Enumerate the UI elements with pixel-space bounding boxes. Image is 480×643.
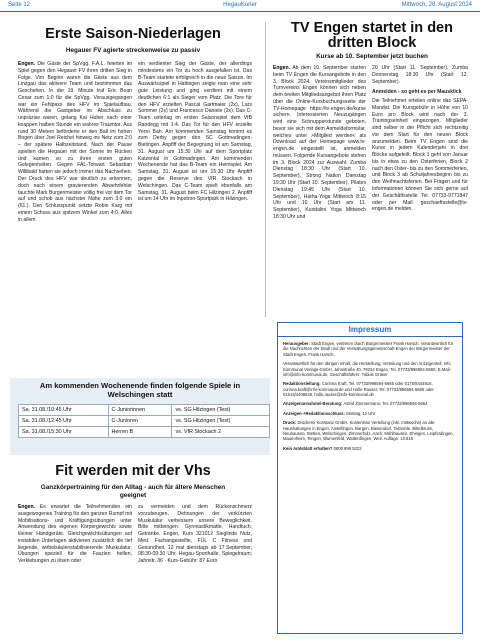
table-row [19, 427, 270, 438]
impressum-label: Anzeigenannahme/-Beratung: [283, 401, 344, 407]
table-cell: Sa. 31.08./10:45 Uhr [19, 405, 109, 416]
article3-title: Fit werden mit der Vhs [55, 463, 211, 479]
table-cell: C-Junioren [108, 416, 172, 427]
column-divider [265, 22, 266, 317]
impressum-text: Corinna Kraft, Tel. 07733/996594-5665 oder 0175/8444816, corinna.kraft@info-kommunal.de und Holle Rauser, Tel. 07733/996594-5665 oder 01515/4408626, holle.rauser@info-kommunal.de [283, 381, 434, 397]
table-cell: C-Juniorinnen [108, 405, 172, 416]
impressum-label: Anzeigen-+Redaktionsschluss: [283, 410, 347, 416]
article2-subtitle: Kurse ab 10. September jetzt buchen [316, 53, 428, 60]
article3-column-1: Engen. Es erwartet die Teilnehmenden ein ausgewogenes Training für den ganzen Rumpf mit Mobilisations- und Kräftigungsübungen unter Anwendung des eigenen Körpergewichts sowie kleiner Handgeräte. Gleichgewichtsübungen auf instabilen Unterlagen aktivieren zusätzlich die tief liegende, wirbelsäulenstabilisierende Muskulatur. Übungen speziell für die Faszien helfen, Verklebungen zu lösen oder [18, 504, 132, 565]
article2-crosshead: Anmelden - so geht es per Mausklick [372, 89, 462, 96]
table-row [19, 405, 270, 416]
impressum-block [283, 411, 457, 416]
article1-subtitle: Hegauer FV agierte streckenweise zu passiv [65, 47, 201, 54]
impressum-block [283, 361, 457, 377]
impressum-block [283, 420, 457, 442]
impressum-text: Astrid Zimmermann, Tel. 07733/996594-5664 [343, 401, 428, 407]
table-row [19, 416, 270, 427]
impressum-title: Impressum [278, 323, 462, 337]
article1-column-1: Engen. Die Gäste der SpVgg. F.A.L. feierten im Spiel gegen den Hegauer FV ihren dritten Sieg in Folge. Von Beginn waren die Gäste aus dem Linzgau das aktivere Team und bestimmten das Geschehen. In der 19. Minute traf Eric Boan Cesar zum 1:0 für die SpVgg. Vorausgegangen war ein Fehlpass des HFV im Spielaufbau. Während die Gastgeber im Abschluss zu unpräzise waren, gelang Kai Huber nach einer knappen halben Stunde ein wahres Traumtor. Aus rund 30 Metern beförderte er den Ball im hohen Bogen über Joel Reichel hinweg ins Netz zum 2:0 – der spätere Halbzeitstand. Nach der Pause spielten die Hegauer mit der Sonne im Rücken und kamen so zu ihren ersten guten Gelegenheiten. Gegen FAL-Torwart Sebastian Willibald hatten sie jedoch immer das Nachsehen. Der Druck des HFV war deutlich zu erkennen, doch nach einem gravierenden Abwehrfehler tauchte Mark Burgenmeister völlig frei vor dem Tor auf und schob aus nächster Nähe zum 3:0 ein (61.). Den Schlusspunkt setzte Robin Karg mit einem Schuss aus spitzem Winkel zum 4:0. Alles in allem [18, 61, 132, 223]
article1-column-2: ein verdienter Sieg der Gäste, der allerdings mindestens ein Tor zu hoch ausgefallen ist. Das B-Team startete erfolgreich in die neue Saison. Im Auswärtsspiel in Hattingen zeigte man eine sehr gute Leistung und ging verdient mit einem deutlichen 6:1 als Sieger vom Platz. Die Tore für den HFV erzielten Pascal Gartmaier (2x), Lars Sommer (2x) und Francesco Daniele (2x). Das C-Team unterlag im ersten Saisonspiel dem VfB Randegg mit 1:4. Das Tor für den HFV erzielte Yerro Bah. Am kommenden Samstag kommt es zum Derby gegen den SC Gottmadingen-Bietingen. Anpfiff der Begegnung ist am Samstag, 31. August um 15:30 Uhr auf dem Sportplatz Katzental in Gottmadingen. Am kommenden Wochenende hat das B-Team ein Heimspiel. Am Samstag, 31. August ist um 15:30 Uhr Anpfiff gegen die Reserve des VfR Stockach in Welschingen. Das C-Team spielt ebenfalls am Samstag, 31. August beim FC Hilzingen 2. Anpfiff ist um 14 Uhr im Inpotron-Sportpark in Hilzingen. [138, 61, 252, 203]
article3-subtitle: Ganzkörpertraining für den Alltag - auch für ältere Menschen geeignet [40, 484, 226, 499]
page-header [0, 0, 480, 12]
table-cell: Herren B [108, 427, 172, 438]
article2-column-2-body: Die Teilnehmer erteilen online das SEPA-Mandat. Die Kursgebühr in Höhe von 10 Euro pro Block wird nach der 3. Trainingseinheit eingezogen. Mitglieder sind selber in der Pflicht sich rechtzeitig vor dem Start für den neuen Block anzumelden. Beim TV Engen sind die Kurse in jedem Kalenderjahr in drei Blöcke aufgeteilt. Block 1 geht von Januar bis in etwa zu den Osterferien, Block 2 nach den Oster- bis zu den Sommerferien, und Block 3 ab Schuljahresbeginn bis zu den Weihnachtsferien. Bei Fragen und für Informationen können Sie sich gerne auf der Geschäftsstelle Tel. 07733-9771847 oder per Mail: geschaeftsstelle@tv-engen.de melden. [372, 98, 468, 213]
table-cell: vs. VfR Stockach 2 [172, 427, 270, 438]
schedule-table [18, 404, 270, 438]
impressum-block [283, 401, 457, 406]
schedule-title: Am kommenden Wochenende finden folgende Spiele in Welschingen statt [39, 381, 241, 400]
page-number: Seite 12 [8, 2, 31, 8]
impressum-block [283, 381, 457, 397]
article2-column-2-intro: 20 Uhr (Start 11. September), Zumba Donnerstag 18:30 Uhr (Start 12. September). [372, 65, 468, 85]
table-cell: vs. SG Hilzingen (Test) [172, 416, 270, 427]
table-cell: Sa. 31.08./15:30 Uhr [19, 427, 109, 438]
impressum-text: 0800 999 5222 [333, 445, 362, 451]
publication-name: HegauKurier [223, 2, 257, 8]
impressum-text: Verantwortlich für den übrigen Inhalt, die Herstellung, Verteilung und den Anzeigenteil: Info Kommunal Verlags-GmbH, Jahnstraße 40, 78234 Engen, Tel. 07733/996594-5660, E-Mail: info@info-kommunal.de, Geschäftsführer: Tobias Gräser [283, 361, 451, 377]
impressum-label: Druck: [283, 420, 298, 426]
impressum-box [277, 322, 463, 634]
table-cell: Sa. 31.08./12:45 Uhr [19, 416, 109, 427]
impressum-text: Druckerei Konstanz GmbH. Kostenlose Verteilung (inkl. mittwochs) an alle Haushaltungen in Engen, Anselfingen, Bargen, Biesendorf, Talmühle, Bittelbrunn, Neuhausen, Stetten, Welschingen, Zimmerholz, Aach, Mühlhausen, Ehingen, Leipferdingen, Mauenheim, Tengen, Blumenfeld, Watterdingen, Weil. Auflage: 10.810 [283, 420, 454, 442]
impressum-body [278, 337, 462, 459]
article2-column-1: Engen. Ab dem 10. September starten beim TV Engen die Kursangebote in den 3. Block 2024. Vereinsmitglieder des Turnvereins Engen können sich neben dem breiten Mitgliedsangebot ihren Platz über die Online-Kursbuchungsseite der TV-Homepage https://tv-engen.de/kurse sichern. Interessierten Neuzugängen wird eine Schnupperstunde geboten, bevor sie sich mit dem Anmeldeformular, welches unter >Mitglied werden< als Download auf der Homepage www.tv-engen.de eingestellt ist, anmelden müssen. Folgende Kursangebote stehen im 3. Block 2024 zur Auswahl: Zumba Dienstag 18:30 Uhr (Start 10. September), Strong Nation Dienstag 19:30 Uhr (Start 10. September), Pilates Dienstag 19:45 Uhr (Start 10. September), Hatha-Yoga Mittwoch 8:15 Uhr und 10 Uhr (Start am 11. September), Kundalini Yoga Mittwoch 18:30 Uhr und [273, 65, 366, 220]
article3-column-2: zu vermeiden und dem Rückenschmerz vorzubeugen. Dehnungen der verkürzten Muskulatur verbessern unsere Beweglichkeit. Bitte mitbringen: Gymnastikmatte, Handtuch, Getränke. Engen, Kurs 321012 Sieglinde Nutz, Med. Fachangestellte, FÜL C Fitness und Gesundheit. 12 mal dienstags ab 17.September, 08:30-09:30 Uhr, Hegau-Sporthalle, Spiegelraum; Jahnstr. 36 · Kurs-Gebühr: 87 Euro [138, 504, 252, 565]
article1-title: Erste Saison-Niederlagen [45, 26, 221, 42]
impressum-block [283, 341, 457, 357]
impressum-label: Redaktionsleitung: [283, 381, 322, 387]
impressum-text: Stadt Engen, vertreten durch Bürgermeister Frank Harsch. Verantwortlich für die Nachrichten der Stadt und der Verwaltungsgemeinschaft Engen der Bürgermeister der Stadt Engen, Frank Harsch. [283, 341, 454, 357]
impressum-block [283, 446, 457, 451]
article2-column-2 [372, 65, 468, 317]
article2-title: TV Engen startet in den dritten Block [291, 20, 453, 52]
impressum-label: Herausgeber: [283, 341, 312, 346]
table-cell: vs. SG Hilzingen (Test) [172, 405, 270, 416]
impressum-label: Kein Amtsblatt erhalten? [283, 445, 334, 451]
impressum-text: Montag, 12 Uhr [346, 410, 376, 416]
issue-date: Mittwoch, 28. August 2024 [401, 2, 472, 8]
